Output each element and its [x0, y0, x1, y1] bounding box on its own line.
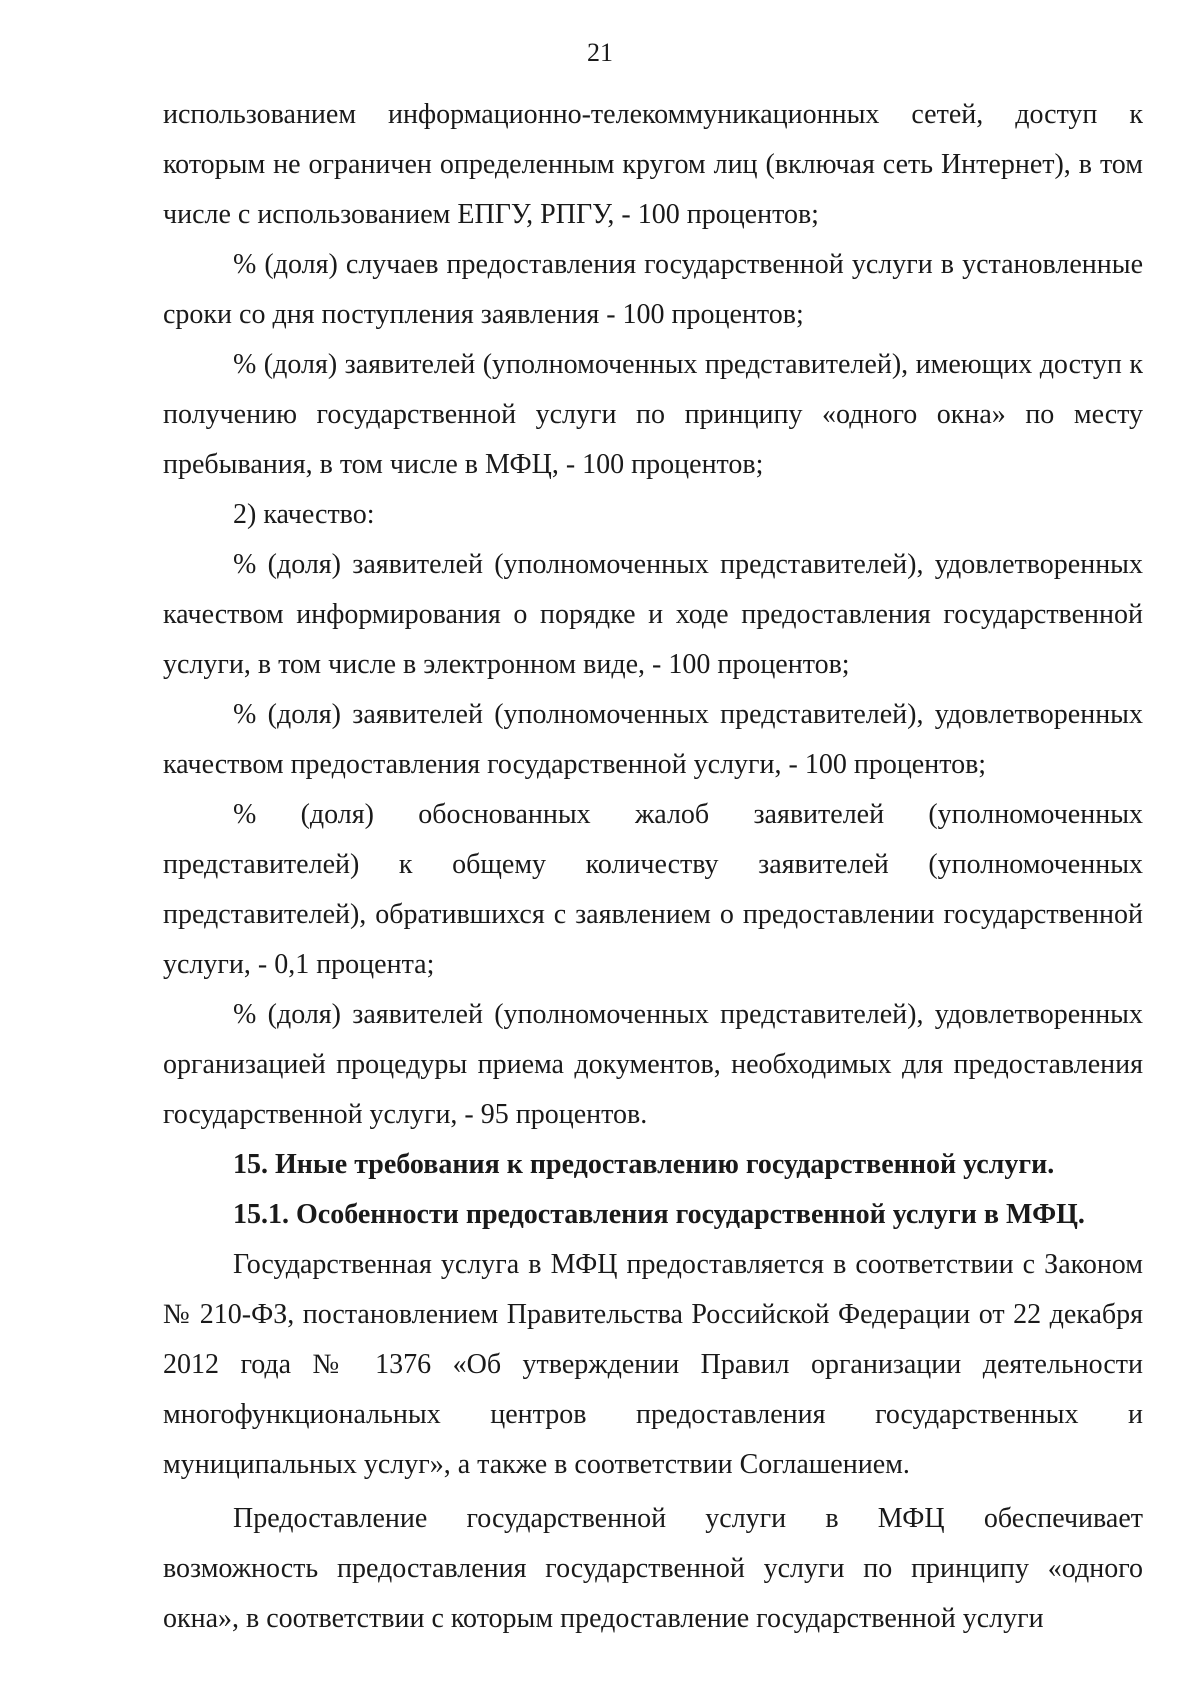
paragraph-document-intake-indicator: % (доля) заявителей (уполномоченных представителей), удовлетворенных организацией процедуры приема документов, необходимых для предоставления государственной услуги, - 95 процентов. — [163, 999, 1143, 1130]
paragraph-one-window-access-indicator: % (доля) заявителей (уполномоченных представителей), имеющих доступ к получению государственной услуги по принципу «одного окна» по месту пребывания, в том числе в МФЦ, - 100 процентов; — [163, 349, 1143, 480]
paragraph-continuation: использованием информационно-телекоммуникационных сетей, доступ к которым не ограничен определенным кругом лиц (включая сеть Интернет), в том числе с использованием ЕПГУ, РПГУ, - 100 процентов; — [163, 99, 1143, 230]
section-heading-15: 15. Иные требования к предоставлению государственной услуги. — [233, 1149, 1055, 1180]
paragraph-quality-label: 2) качество: — [233, 499, 375, 530]
paragraph-mfc-one-window: Предоставление государственной услуги в МФЦ обеспечивает возможность предоставления государственной услуги по принципу «одного окна», в соответствии с которым предоставление государственной услуги — [163, 1503, 1143, 1634]
paragraph-complaints-indicator: % (доля) обоснованных жалоб заявителей (уполномоченных представителей) к общему количеству заявителей (уполномоченных представителей), обратившихся с заявлением о предоставлении государственной услуги, - 0,1 процента; — [163, 799, 1143, 980]
page-number: 21 — [587, 38, 613, 67]
paragraph-timeliness-indicator: % (доля) случаев предоставления государственной услуги в установленные сроки со дня поступления заявления - 100 процентов; — [163, 249, 1143, 330]
paragraph-service-quality-indicator: % (доля) заявителей (уполномоченных представителей), удовлетворенных качеством предоставления государственной услуги, - 100 процентов; — [163, 699, 1143, 780]
document-body — [163, 90, 1143, 1644]
paragraph-mfc-legal-basis: Государственная услуга в МФЦ предоставляется в соответствии с Законом № 210-ФЗ, постановлением Правительства Российской Федерации от 22 декабря 2012 года № 1376 «Об утверждении Правил организации деятельности многофункциональных центров предоставления государственных и муниципальных услуг», а также в соответствии Соглашением. — [163, 1249, 1143, 1480]
section-heading-15-1: 15.1. Особенности предоставления государственной услуги в МФЦ. — [233, 1199, 1085, 1230]
paragraph-informing-quality-indicator: % (доля) заявителей (уполномоченных представителей), удовлетворенных качеством информирования о порядке и ходе предоставления государственной услуги, в том числе в электронном виде, - 100 процентов; — [163, 549, 1143, 680]
